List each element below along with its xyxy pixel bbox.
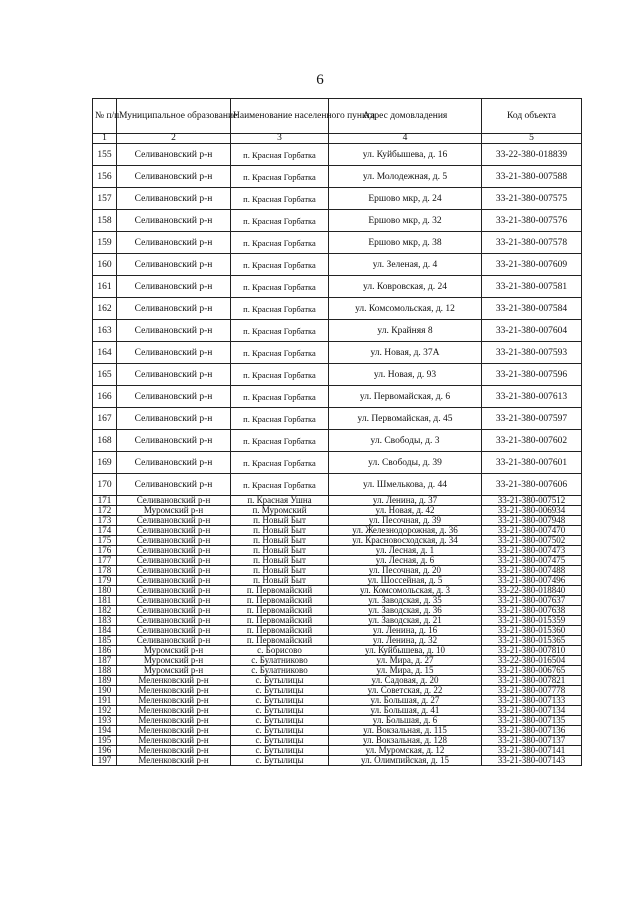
municipality-cell: Селивановский р-н — [117, 320, 231, 342]
object-code-cell: 33-21-380-007604 — [482, 320, 582, 342]
registry-table — [92, 98, 582, 766]
settlement-cell: п. Новый Быт — [231, 556, 329, 566]
object-code-cell: 33-21-380-007475 — [482, 556, 582, 566]
table-row — [93, 474, 582, 496]
table-row — [93, 736, 582, 746]
row-number: 169 — [93, 452, 117, 474]
table-row — [93, 696, 582, 706]
address-cell: ул. Ленина, д. 16 — [329, 626, 482, 636]
address-cell: Ершово мкр, д. 24 — [329, 188, 482, 210]
object-code-cell: 33-21-380-007496 — [482, 576, 582, 586]
table-row — [93, 386, 582, 408]
table-row — [93, 576, 582, 586]
object-code-cell: 33-21-380-007601 — [482, 452, 582, 474]
row-number: 163 — [93, 320, 117, 342]
object-code-cell: 33-21-380-007136 — [482, 726, 582, 736]
municipality-cell: Селивановский р-н — [117, 566, 231, 576]
address-cell: ул. Ковровская, д. 24 — [329, 276, 482, 298]
address-cell: ул. Первомайская, д. 45 — [329, 408, 482, 430]
address-cell: ул. Красновосходская, д. 34 — [329, 536, 482, 546]
municipality-cell: Селивановский р-н — [117, 616, 231, 626]
row-number: 194 — [93, 726, 117, 736]
row-number: 184 — [93, 626, 117, 636]
settlement-cell: п. Красная Горбатка — [231, 452, 329, 474]
municipality-cell: Селивановский р-н — [117, 596, 231, 606]
settlement-cell: с. Булатниково — [231, 666, 329, 676]
header-address: Адрес домовладения — [329, 99, 482, 134]
address-cell: ул. Вокзальная, д. 115 — [329, 726, 482, 736]
object-code-cell: 33-21-380-007584 — [482, 298, 582, 320]
table-row — [93, 408, 582, 430]
row-number: 195 — [93, 736, 117, 746]
address-cell: ул. Новая, д. 93 — [329, 364, 482, 386]
address-cell: ул. Советская, д. 22 — [329, 686, 482, 696]
address-cell: ул. Песочная, д. 20 — [329, 566, 482, 576]
row-number: 179 — [93, 576, 117, 586]
table-header — [93, 99, 582, 144]
table-row — [93, 686, 582, 696]
settlement-cell: п. Новый Быт — [231, 536, 329, 546]
table-row — [93, 706, 582, 716]
table-row — [93, 506, 582, 516]
table-row — [93, 666, 582, 676]
municipality-cell: Селивановский р-н — [117, 276, 231, 298]
municipality-cell: Селивановский р-н — [117, 342, 231, 364]
settlement-cell: с. Бутылицы — [231, 716, 329, 726]
column-number: 3 — [231, 134, 329, 144]
municipality-cell: Селивановский р-н — [117, 626, 231, 636]
address-cell: Ершово мкр, д. 38 — [329, 232, 482, 254]
row-number: 172 — [93, 506, 117, 516]
row-number: 164 — [93, 342, 117, 364]
municipality-cell: Меленковский р-н — [117, 686, 231, 696]
settlement-cell: п. Муромский — [231, 506, 329, 516]
object-code-cell: 33-21-380-007488 — [482, 566, 582, 576]
address-cell: ул. Заводская, д. 21 — [329, 616, 482, 626]
object-code-cell: 33-22-380-016504 — [482, 656, 582, 666]
municipality-cell: Меленковский р-н — [117, 726, 231, 736]
object-code-cell: 33-21-380-007613 — [482, 386, 582, 408]
address-cell: ул. Зеленая, д. 4 — [329, 254, 482, 276]
settlement-cell: п. Красная Горбатка — [231, 320, 329, 342]
object-code-cell: 33-21-380-007821 — [482, 676, 582, 686]
settlement-cell: п. Красная Горбатка — [231, 430, 329, 452]
object-code-cell: 33-21-380-015359 — [482, 616, 582, 626]
municipality-cell: Селивановский р-н — [117, 408, 231, 430]
table-row — [93, 166, 582, 188]
settlement-cell: п. Красная Горбатка — [231, 342, 329, 364]
municipality-cell: Селивановский р-н — [117, 166, 231, 188]
address-cell: ул. Большая, д. 41 — [329, 706, 482, 716]
header-code: Код объекта — [482, 99, 582, 134]
row-number: 193 — [93, 716, 117, 726]
municipality-cell: Меленковский р-н — [117, 746, 231, 756]
column-number: 2 — [117, 134, 231, 144]
object-code-cell: 33-21-380-006765 — [482, 666, 582, 676]
address-cell: ул. Мира, д. 15 — [329, 666, 482, 676]
object-code-cell: 33-21-380-007134 — [482, 706, 582, 716]
table-row — [93, 616, 582, 626]
municipality-cell: Селивановский р-н — [117, 232, 231, 254]
municipality-cell: Меленковский р-н — [117, 676, 231, 686]
table-row — [93, 646, 582, 656]
settlement-cell: п. Новый Быт — [231, 516, 329, 526]
table-row — [93, 726, 582, 736]
municipality-cell: Селивановский р-н — [117, 430, 231, 452]
settlement-cell: п. Первомайский — [231, 606, 329, 616]
address-cell: ул. Крайняя 8 — [329, 320, 482, 342]
object-code-cell: 33-21-380-007597 — [482, 408, 582, 430]
address-cell: ул. Большая, д. 27 — [329, 696, 482, 706]
address-cell: ул. Заводская, д. 36 — [329, 606, 482, 616]
object-code-cell: 33-21-380-007473 — [482, 546, 582, 556]
address-cell: ул. Мира, д. 27 — [329, 656, 482, 666]
settlement-cell: с. Бутылицы — [231, 696, 329, 706]
row-number: 192 — [93, 706, 117, 716]
row-number: 161 — [93, 276, 117, 298]
object-code-cell: 33-21-380-007575 — [482, 188, 582, 210]
address-cell: ул. Железнодорожная, д. 36 — [329, 526, 482, 536]
table-row — [93, 556, 582, 566]
row-number: 183 — [93, 616, 117, 626]
settlement-cell: п. Красная Горбатка — [231, 254, 329, 276]
table-row — [93, 210, 582, 232]
row-number: 181 — [93, 596, 117, 606]
settlement-cell: п. Первомайский — [231, 636, 329, 646]
object-code-cell: 33-21-380-007593 — [482, 342, 582, 364]
table-row — [93, 626, 582, 636]
row-number: 173 — [93, 516, 117, 526]
table-row — [93, 430, 582, 452]
address-cell: ул. Песочная, д. 39 — [329, 516, 482, 526]
row-number: 189 — [93, 676, 117, 686]
object-code-cell: 33-21-380-007137 — [482, 736, 582, 746]
settlement-cell: п. Красная Горбатка — [231, 386, 329, 408]
address-cell: ул. Вокзальная, д. 128 — [329, 736, 482, 746]
table-row — [93, 526, 582, 536]
table-row — [93, 656, 582, 666]
table-row — [93, 144, 582, 166]
address-cell: ул. Садовая, д. 20 — [329, 676, 482, 686]
municipality-cell: Селивановский р-н — [117, 556, 231, 566]
municipality-cell: Селивановский р-н — [117, 536, 231, 546]
row-number: 159 — [93, 232, 117, 254]
object-code-cell: 33-22-380-018839 — [482, 144, 582, 166]
table-row — [93, 298, 582, 320]
municipality-cell: Селивановский р-н — [117, 364, 231, 386]
object-code-cell: 33-21-380-007602 — [482, 430, 582, 452]
settlement-cell: п. Красная Горбатка — [231, 210, 329, 232]
row-number: 187 — [93, 656, 117, 666]
address-cell: ул. Молодежная, д. 5 — [329, 166, 482, 188]
settlement-cell: с. Бутылицы — [231, 726, 329, 736]
row-number: 158 — [93, 210, 117, 232]
municipality-cell: Селивановский р-н — [117, 188, 231, 210]
municipality-cell: Селивановский р-н — [117, 298, 231, 320]
municipality-cell: Меленковский р-н — [117, 756, 231, 766]
settlement-cell: п. Первомайский — [231, 626, 329, 636]
object-code-cell: 33-21-380-007609 — [482, 254, 582, 276]
municipality-cell: Меленковский р-н — [117, 716, 231, 726]
object-code-cell: 33-21-380-007948 — [482, 516, 582, 526]
municipality-cell: Селивановский р-н — [117, 546, 231, 556]
object-code-cell: 33-21-380-007470 — [482, 526, 582, 536]
settlement-cell: п. Красная Горбатка — [231, 364, 329, 386]
municipality-cell: Селивановский р-н — [117, 636, 231, 646]
municipality-cell: Селивановский р-н — [117, 452, 231, 474]
column-number: 1 — [93, 134, 117, 144]
row-number: 167 — [93, 408, 117, 430]
table-row — [93, 320, 582, 342]
row-number: 180 — [93, 586, 117, 596]
object-code-cell: 33-21-380-007778 — [482, 686, 582, 696]
address-cell: ул. Куйбышева, д. 16 — [329, 144, 482, 166]
row-number: 168 — [93, 430, 117, 452]
table-row — [93, 188, 582, 210]
header-row — [93, 99, 582, 134]
address-cell: ул. Заводская, д. 35 — [329, 596, 482, 606]
row-number: 191 — [93, 696, 117, 706]
municipality-cell: Селивановский р-н — [117, 144, 231, 166]
municipality-cell: Муромский р-н — [117, 506, 231, 516]
object-code-cell: 33-21-380-007638 — [482, 606, 582, 616]
table-row — [93, 516, 582, 526]
header-municipality: Муниципальное образование — [117, 99, 231, 134]
object-code-cell: 33-21-380-007596 — [482, 364, 582, 386]
settlement-cell: п. Красная Горбатка — [231, 144, 329, 166]
header-number: № п/п — [93, 99, 117, 134]
table-row — [93, 546, 582, 556]
municipality-cell: Селивановский р-н — [117, 516, 231, 526]
row-number: 155 — [93, 144, 117, 166]
table-row — [93, 342, 582, 364]
settlement-cell: п. Красная Горбатка — [231, 276, 329, 298]
settlement-cell: п. Первомайский — [231, 596, 329, 606]
municipality-cell: Муромский р-н — [117, 646, 231, 656]
address-cell: ул. Олимпийская, д. 15 — [329, 756, 482, 766]
column-number: 5 — [482, 134, 582, 144]
address-cell: ул. Свободы, д. 3 — [329, 430, 482, 452]
object-code-cell: 33-21-380-007141 — [482, 746, 582, 756]
address-cell: ул. Ленина, д. 32 — [329, 636, 482, 646]
municipality-cell: Меленковский р-н — [117, 696, 231, 706]
settlement-cell: п. Красная Горбатка — [231, 298, 329, 320]
municipality-cell: Селивановский р-н — [117, 496, 231, 506]
object-code-cell: 33-21-380-007502 — [482, 536, 582, 546]
page-number: 6 — [316, 72, 324, 88]
row-number: 196 — [93, 746, 117, 756]
municipality-cell: Меленковский р-н — [117, 736, 231, 746]
municipality-cell: Селивановский р-н — [117, 474, 231, 496]
table-row — [93, 596, 582, 606]
settlement-cell: с. Бутылицы — [231, 686, 329, 696]
address-cell: ул. Комсомольская, д. 3 — [329, 586, 482, 596]
address-cell: ул. Новая, д. 37А — [329, 342, 482, 364]
row-number: 160 — [93, 254, 117, 276]
object-code-cell: 33-21-380-007576 — [482, 210, 582, 232]
settlement-cell: с. Борисово — [231, 646, 329, 656]
row-number: 188 — [93, 666, 117, 676]
municipality-cell: Селивановский р-н — [117, 254, 231, 276]
table-row — [93, 452, 582, 474]
settlement-cell: п. Новый Быт — [231, 576, 329, 586]
settlement-cell: п. Красная Горбатка — [231, 188, 329, 210]
row-number: 156 — [93, 166, 117, 188]
settlement-cell: п. Красная Ушна — [231, 496, 329, 506]
settlement-cell: с. Бутылицы — [231, 756, 329, 766]
object-code-cell: 33-21-380-007133 — [482, 696, 582, 706]
object-code-cell: 33-21-380-007143 — [482, 756, 582, 766]
address-cell: ул. Шоссейная, д. 5 — [329, 576, 482, 586]
object-code-cell: 33-21-380-007588 — [482, 166, 582, 188]
settlement-cell: п. Красная Горбатка — [231, 166, 329, 188]
municipality-cell: Селивановский р-н — [117, 210, 231, 232]
address-cell: ул. Шмелькова, д. 44 — [329, 474, 482, 496]
settlement-cell: п. Красная Горбатка — [231, 474, 329, 496]
table-row — [93, 606, 582, 616]
row-number: 171 — [93, 496, 117, 506]
address-cell: ул. Муромская, д. 12 — [329, 746, 482, 756]
table-row — [93, 496, 582, 506]
row-number: 177 — [93, 556, 117, 566]
row-number: 175 — [93, 536, 117, 546]
table-row — [93, 232, 582, 254]
table-row — [93, 586, 582, 596]
row-number: 162 — [93, 298, 117, 320]
municipality-cell: Селивановский р-н — [117, 386, 231, 408]
column-number: 4 — [329, 134, 482, 144]
settlement-cell: п. Красная Горбатка — [231, 232, 329, 254]
row-number: 197 — [93, 756, 117, 766]
row-number: 166 — [93, 386, 117, 408]
row-number: 182 — [93, 606, 117, 616]
address-cell: ул. Первомайская, д. 6 — [329, 386, 482, 408]
municipality-cell: Селивановский р-н — [117, 606, 231, 616]
address-cell: ул. Большая, д. 6 — [329, 716, 482, 726]
row-number: 190 — [93, 686, 117, 696]
municipality-cell: Муромский р-н — [117, 656, 231, 666]
municipality-cell: Меленковский р-н — [117, 706, 231, 716]
object-code-cell: 33-21-380-007512 — [482, 496, 582, 506]
address-cell: ул. Комсомольская, д. 12 — [329, 298, 482, 320]
table-row — [93, 276, 582, 298]
row-number: 174 — [93, 526, 117, 536]
header-settlement: Наименование населенного пункта — [231, 99, 329, 134]
settlement-cell: с. Бутылицы — [231, 676, 329, 686]
row-number: 185 — [93, 636, 117, 646]
object-code-cell: 33-21-380-006934 — [482, 506, 582, 516]
table-row — [93, 636, 582, 646]
object-code-cell: 33-21-380-015365 — [482, 636, 582, 646]
settlement-cell: с. Бутылицы — [231, 736, 329, 746]
municipality-cell: Селивановский р-н — [117, 526, 231, 536]
table-row — [93, 676, 582, 686]
municipality-cell: Селивановский р-н — [117, 576, 231, 586]
settlement-cell: п. Красная Горбатка — [231, 408, 329, 430]
settlement-cell: п. Новый Быт — [231, 526, 329, 536]
object-code-cell: 33-22-380-018840 — [482, 586, 582, 596]
address-cell: ул. Лесная, д. 6 — [329, 556, 482, 566]
settlement-cell: с. Булатниково — [231, 656, 329, 666]
row-number: 165 — [93, 364, 117, 386]
municipality-cell: Муромский р-н — [117, 666, 231, 676]
row-number: 186 — [93, 646, 117, 656]
object-code-cell: 33-21-380-015360 — [482, 626, 582, 636]
municipality-cell: Селивановский р-н — [117, 586, 231, 596]
address-cell: ул. Ленина, д. 37 — [329, 496, 482, 506]
address-cell: ул. Лесная, д. 1 — [329, 546, 482, 556]
object-code-cell: 33-21-380-007606 — [482, 474, 582, 496]
object-code-cell: 33-21-380-007581 — [482, 276, 582, 298]
table-row — [93, 756, 582, 766]
table-row — [93, 364, 582, 386]
row-number: 178 — [93, 566, 117, 576]
column-number-row — [93, 134, 582, 144]
row-number: 176 — [93, 546, 117, 556]
table-body — [93, 144, 582, 766]
table-row — [93, 254, 582, 276]
table-row — [93, 566, 582, 576]
table-row — [93, 536, 582, 546]
table-row — [93, 746, 582, 756]
settlement-cell: п. Первомайский — [231, 586, 329, 596]
row-number: 170 — [93, 474, 117, 496]
object-code-cell: 33-21-380-007578 — [482, 232, 582, 254]
settlement-cell: п. Новый Быт — [231, 566, 329, 576]
table-row — [93, 716, 582, 726]
settlement-cell: с. Бутылицы — [231, 746, 329, 756]
address-cell: ул. Новая, д. 42 — [329, 506, 482, 516]
address-cell: ул. Куйбышева, д. 10 — [329, 646, 482, 656]
object-code-cell: 33-21-380-007135 — [482, 716, 582, 726]
row-number: 157 — [93, 188, 117, 210]
settlement-cell: п. Новый Быт — [231, 546, 329, 556]
address-cell: ул. Свободы, д. 39 — [329, 452, 482, 474]
object-code-cell: 33-21-380-007637 — [482, 596, 582, 606]
object-code-cell: 33-21-380-007810 — [482, 646, 582, 656]
address-cell: Ершово мкр, д. 32 — [329, 210, 482, 232]
settlement-cell: п. Первомайский — [231, 616, 329, 626]
settlement-cell: с. Бутылицы — [231, 706, 329, 716]
